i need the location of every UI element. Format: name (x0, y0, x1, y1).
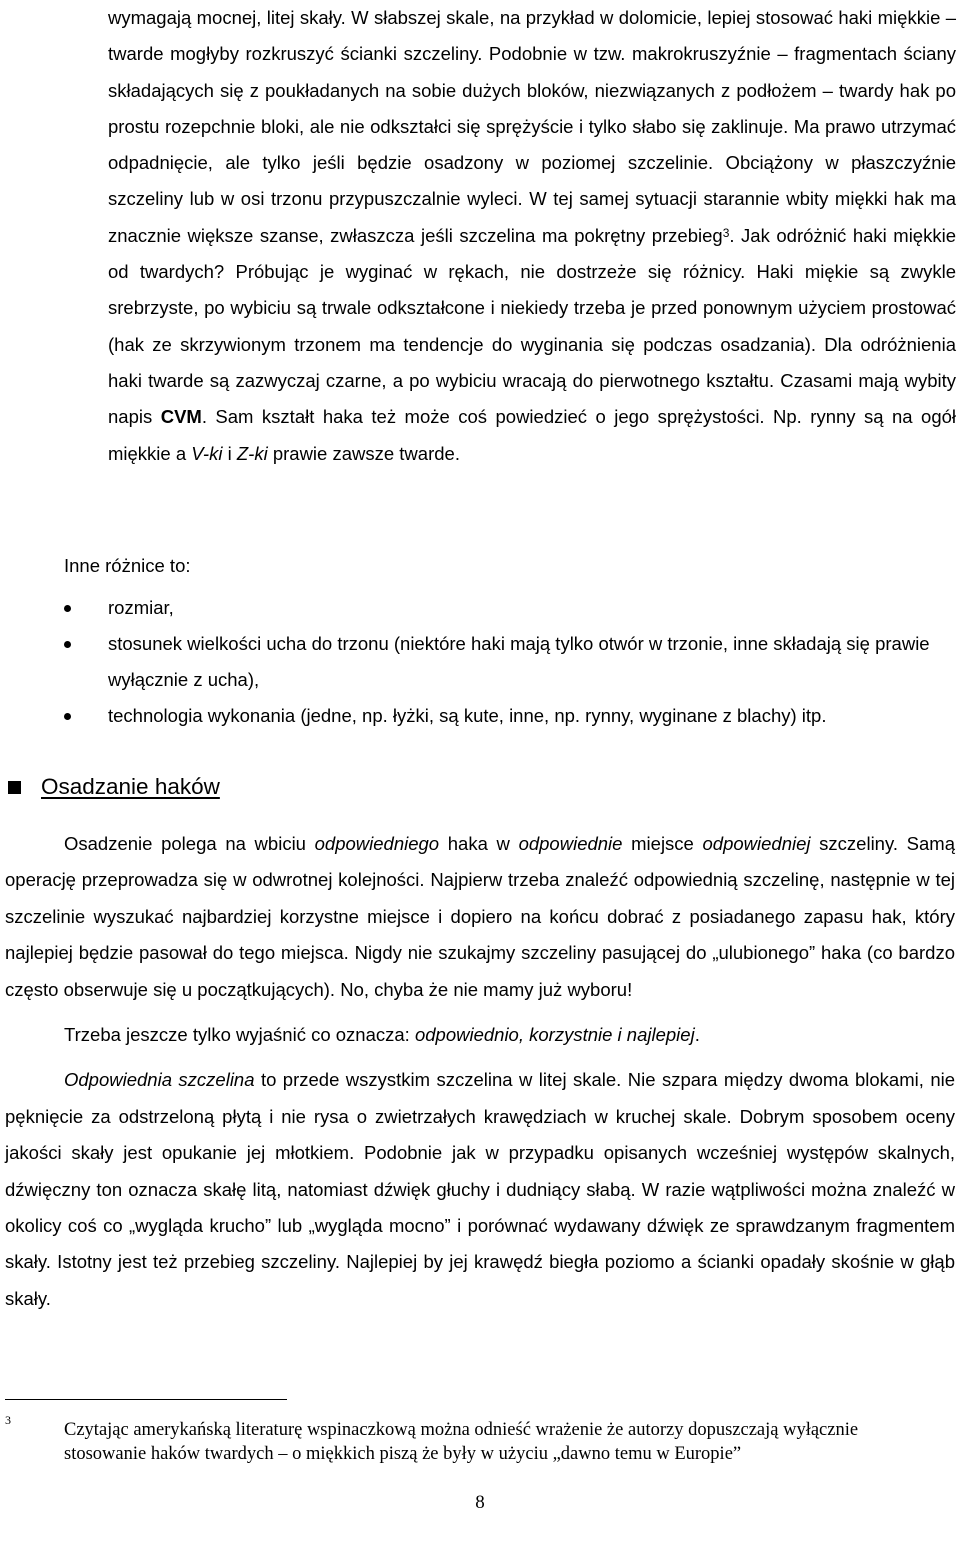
bullet-icon (64, 605, 71, 612)
text-run: i (222, 442, 237, 464)
footnote-reference[interactable]: 3 (722, 225, 730, 240)
list-item (0, 590, 956, 626)
section-body (5, 826, 955, 1317)
text-run: Trzeba jeszcze tylko wyjaśnić co oznacza: (64, 1024, 415, 1046)
square-bullet-icon (8, 781, 21, 794)
text-run: Osadzenie polega na wbiciu (64, 833, 315, 854)
bullet-icon (64, 641, 71, 648)
section-heading (8, 774, 220, 800)
text-run: . Sam kształt haka też może coś powiedzieć o jego sprężystości. Np. rynny są na ogół miękkie a (108, 406, 957, 464)
text-run: wymagają mocnej, litej skały. W słabszej skale, na przykład w dolomicie, lepiej stosować haki miękkie – twarde mogłyby rozkruszyć ścianki szczeliny. Podobnie w tzw. makrokruszyźnie – fragmentach ściany składających się z poukładanych na sobie dużych bloków, niezwiązanych z podłożem – twardy hak po prostu rozepchnie bloki, ale nie odkształci się sprężyście i tylko słabo się zaklinuje. Ma prawo utrzymać odpadnięcie, ale tylko jeśli będzie osadzony w poziomej szczelinie. Obciążony w płaszczyźnie szczeliny lub w osi trzonu przypuszczalnie wyleci. W tej samej sytuacji starannie wbity miękki hak ma znacznie większe szanse, zwłaszcza jeśli szczelina ma pokrętny przebieg (108, 7, 956, 246)
continuation-paragraph (108, 0, 956, 472)
paragraph (5, 1017, 955, 1053)
footnote-text: Czytając amerykańską literaturę wspinaczkową można odnieść wrażenie że autorzy dopuszczają wyłącznie stosowanie haków twardych – o miękkich piszą że były w użyciu „dawno temu w Europie” (64, 1420, 859, 1464)
footnote-separator (5, 1399, 287, 1400)
text-run: miejsce (622, 833, 703, 854)
list-item (0, 698, 956, 734)
vki-term: V-ki (191, 442, 223, 464)
list-item-text: technologia wykonania (jedne, np. łyżki, są kute, inne, np. rynny, wyginane z blachy) itp. (108, 705, 827, 726)
list-intro: Inne różnice to: (64, 555, 191, 576)
list-item (0, 626, 956, 698)
cvm-label: CVM (160, 406, 202, 428)
paragraph (5, 1062, 955, 1317)
italic-text: odpowiedniego (314, 833, 440, 854)
italic-text: odpowiednio, korzystnie i najlepiej (414, 1024, 695, 1046)
paragraph (5, 826, 955, 1008)
text-run: szczeliny. Samą operację przeprowadza się w odwrotnej kolejności. Najpierw trzeba znaleźć odpowiednią szczelinę, następnie w tej szczelinie wyszukać najbardziej korzystne miejsce i dopiero na końcu dobrać z posiadanego zapasu hak, który najlepiej będzie pasował do tego miejsca. Nigdy nie szukajmy szczeliny pasującej do „ulubionego” haka (co bardzo często obserwuje się u początkujących). No, chyba że nie mamy już wyboru! (5, 833, 955, 1000)
section-title: Osadzanie haków (41, 774, 220, 799)
list-item-text: stosunek wielkości ucha do trzonu (niektóre haki mają tylko otwór w trzonie, inne składają się prawie wyłącznie z ucha), (108, 633, 930, 690)
text-run: . Jak odróżnić haki miękkie od twardych? Próbując je wyginać w rękach, nie dostrzeże się różnicy. Haki miękie są zwykle srebrzyste, po wybiciu są trwale odkształcone i niekiedy trzeba je przed ponownym użyciem prostować (hak ze skrzywionym trzonem ma tendencje do wyginania się podczas osadzania). Dla odróżnienia haki twarde są zazwyczaj czarne, a po wybiciu wracają do pierwotnego kształtu. Czasami mają wybity napis (108, 224, 956, 428)
page-number: 8 (475, 1492, 485, 1513)
differences-list (0, 590, 956, 734)
text-run: prawie zawsze twarde. (267, 442, 460, 464)
text-run: haka w (439, 833, 519, 854)
bullet-icon (64, 713, 71, 720)
zki-term: Z-ki (236, 442, 268, 464)
italic-text: Odpowiednia szczelina (64, 1069, 255, 1091)
list-item-text: rozmiar, (108, 597, 174, 618)
italic-text: odpowiedniej (702, 833, 811, 854)
text-run: to przede wszystkim szczelina w litej skale. Nie szpara między dwoma blokami, nie pęknięcie za odstrzeloną płytą i nie rysa o zwietrzałych krawędziach w kruchej skale. Dobrym sposobem oceny jakości skały jest opukanie jej młotkiem. Podobnie jak w przypadku opisanych wcześniej występów skalnych, dźwięczny ton oznacza skałę litą, natomiast dźwięk głuchy i dudniący słabą. W razie wątpliwości można znaleźć w okolicy coś co „wygląda krucho” lub „wygląda mocno” i porównać wydawany dźwięk ze sprawdzanym fragmentem skały. Istotny jest też przebieg szczeliny. Najlepiej by jej krawędź biegła poziomo a ścianki opadały skośnie w głąb skały. (5, 1069, 956, 1309)
text-run: . (694, 1024, 700, 1046)
italic-text: odpowiednie (518, 833, 623, 854)
footnote-mark: 3 (5, 1413, 11, 1427)
